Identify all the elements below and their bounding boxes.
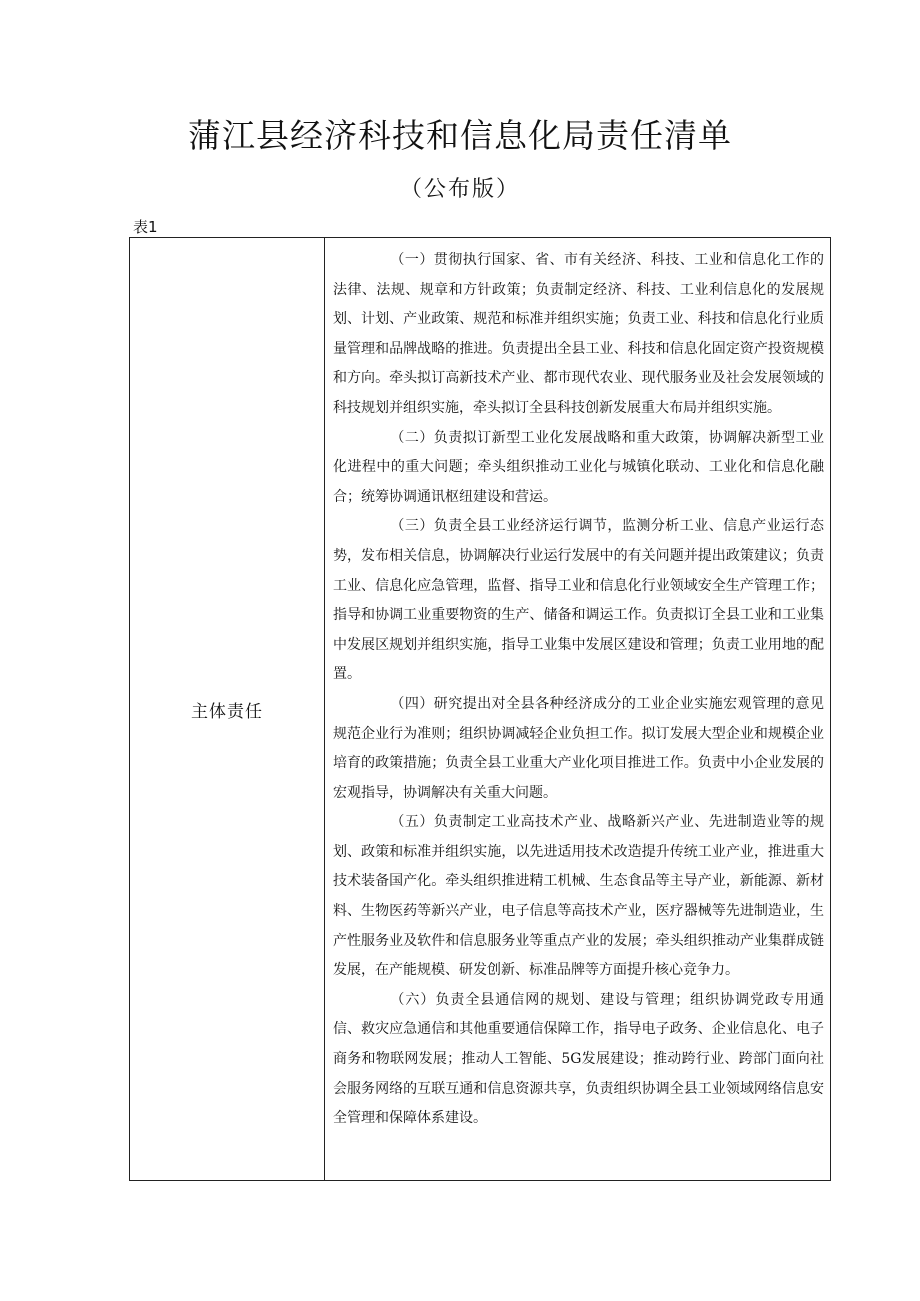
duty-paragraph-3: （三）负责全县工业经济运行调节，监测分析工业、信息产业运行态势，发布相关信息，协调解决行业运行发展中的有关问题并提出政策建议；负责工业、信息化应急管理，监督、指导工业和信息化行业领域安全生产管理工作；指导和协调工业重要物资的生产、储备和调运工作。负责拟订全县工业和工业集中发展区规划并组织实施，指导工业集中发展区建设和管理；负责工业用地的配置。 xyxy=(333,518,824,683)
table-label: 表1 xyxy=(133,218,158,236)
responsibility-table xyxy=(129,237,831,1181)
duty-paragraph-4: （四）研究提出对全县各种经济成分的工业企业实施宏观管理的意见规范企业行为准则；组织协调减轻企业负担工作。拟订发展大型企业和规模企业培育的政策措施；负责全县工业重大产业化项目推进工作。负责中小企业发展的宏观指导，协调解决有关重大问题。 xyxy=(333,695,824,801)
row-header-cell xyxy=(130,238,325,1180)
duty-paragraph-2: （二）负责拟订新型工业化发展战略和重大政策，协调解决新型工业化进程中的重大问题；牵头组织推动工业化与城镇化联动、工业化和信息化融合；统筹协调通讯枢纽建设和营运。 xyxy=(333,429,824,505)
document-title: 蒲江县经济科技和信息化局责任清单 xyxy=(188,116,732,155)
duty-paragraph-5: （五）负责制定工业高技术产业、战略新兴产业、先进制造业等的规划、政策和标准并组织实施，以先进适用技术改造提升传统工业产业，推进重大技术装备国产化。牵头组织推进精工机械、生态食品等主导产业，新能源、新材料、生物医药等新兴产业，电子信息等高技术产业，医疗器械等先进制造业，生产性服务业及软件和信息服务业等重点产业的发展；牵头组织推动产业集群成链发展，在产能规模、研发创新、标准品牌等方面提升核心竞争力。 xyxy=(333,814,824,979)
row-header-label: 主体责任 xyxy=(191,701,263,722)
document-subtitle: （公布版） xyxy=(399,177,520,202)
responsibility-content-cell xyxy=(325,238,830,1180)
duty-paragraph-1: （一）贯彻执行国家、省、市有关经济、科技、工业和信息化工作的法律、法规、规章和方针政策；负责制定经济、科技、工业利信息化的发展规划、计划、产业政策、规范和标准并组织实施；负责工业、科技和信息化行业质量管理和品牌战略的推进。负责提出全县工业、科技和信息化固定资产投资规模和方向。牵头拟订高新技术产业、都市现代农业、现代服务业及社会发展领域的科技规划并组织实施，牵头拟订全县科技创新发展重大布局并组织实施。 xyxy=(333,252,824,416)
duty-paragraph-6: （六）负责全县通信网的规划、建设与管理；组织协调党政专用通信、救灾应急通信和其他重要通信保障工作，指导电子政务、企业信息化、电子商务和物联网发展；推动人工智能、5G发展建设；推动跨行业、跨部门面向社会服务网络的互联互通和信息资源共享，负责组织协调全县工业领域网络信息安全管理和保障体系建设。 xyxy=(333,991,824,1127)
